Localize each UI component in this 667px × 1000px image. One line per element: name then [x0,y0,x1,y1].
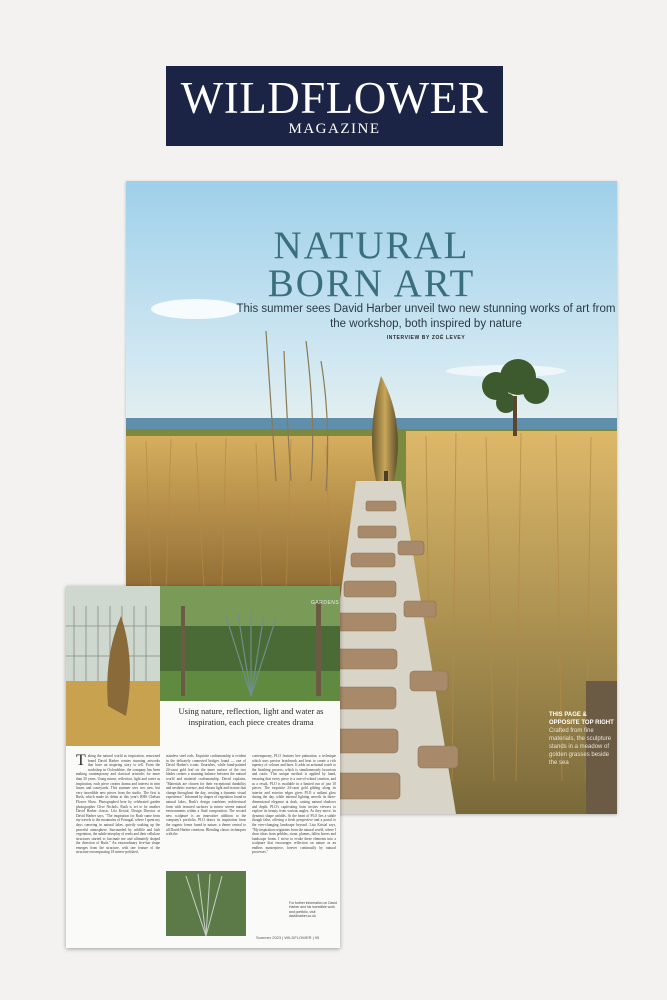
page-footer: Summer 2023 | WILDFLOWER | 95 [256,935,320,940]
further-info: For further information on David Harber and his incredible work and portfolio, visit davidharber.co.uk [289,901,337,918]
standfirst-text: This summer sees David Harber unveil two new stunning works of art from the workshop, both inspired by nature [236,303,616,330]
column-3-text: contemporary, PLO features bee patination, a technique which uses precise brushwork and heat to create a rich tapestry of colours and hues. It adds an artisanal touch to the finishing process, which is simultaneously luxurious and rustic. This unique method is applied by hand, ensuring that every piece is a one-of-a-kind creation, and as a result, PLO is available in a limited run of just 10 pieces. The exquisite 24-carat gold gilding along its interior and exterior edges gives PLO a radiant glow during the day, while internal lighting unveils its three-dimensional elegance at dusk, casting natural shadows and depth. PLO's captivating form invites viewers to explore its beauty from various angles. As they move, its dynamic shape unfolds. At the heart of PLO lies a subtle though false, offering a fresh perspective and a portal to the ever-changing landscape beyond. Lisa Kristal says, "My inspiration originates from the natural world, where I draw ideas from pebbles, stone, plumes, fallen leaves and landscape forms. I strive to evoke these elements into a sculpture that encourages reflection on nature as an endless masterpiece, forever continually by natural processes." [252,754,336,855]
pull-quote: Using nature, reflection, light and water as inspiration, each piece creates drama [178,706,324,727]
article-column-3 [252,754,336,896]
logo-title: WILDFLOWER [180,73,489,123]
section-kicker: GARDENS [311,600,340,606]
caption-body: Crafted from fine materials, the sculpture stands in a meadow of golden grasses beside the sea [549,728,612,766]
column-1-text: aking the natural world as inspiration, renowned brand David Harber creates stunning artworks that have an inspiring story to tell. From the workshop in Oxfordshire, the company has been making contemporary and classical artworks for more than 30 years. Using mirror, reflection, light and water as inspiration, each piece creates drama and interest in trim lawns and courtyards. This summer sees two new, but very incredible new pieces from the studio. The first is Rush, which made its debut at this year's RHS Chelsea Flower Show. Photographed here by celebrated garden photographer Clive Nichols, Rush is set to be another David Harber classic. Lila Kristal, Design Director at David Harber says, "The inspiration for Rush came from my travels to the mountains of Portugal, where I spent my days canoeing in natural lakes, quietly soaking up the peaceful atmosphere. Surrounded by wildlife and lush vegetation, the subtle interplay of reeds and their cellulose structures started to fascinate me and ultimately shaped the direction of Rush." An extraordinary five-bar shape emerges from the structure, with one feature of the structure encompassing 18 mirror-polished, [76,754,160,855]
column-2-text: stainless steel rods. Exquisite craftsmanship is evident in the delicately connected bridges found — one of David Harber's iconic flourishes, while hand-painted 24-carat gold leaf on the inner surface of the two blades creates a stunning balance between the natural world and material craftsmanship. David explains, "Materials are chosen for their exceptional durability and aesthetic essence, and vibrant light and texture that change throughout the day, creating a dynamic visual experience." Informed by shapes of vegetation found in natural lakes, Rush's design combines architectural form with textured surfaces to mirror serene natural environments within a fluid composition. The second new sculpture is an innovative addition to the company's portfolio. PLO draws its inspiration from the organic forms found in nature, a theme central to all David Harber creations. Blending classic techniques with the [166,754,246,837]
byline: INTERVIEW BY ZOË LEVEY [386,335,466,341]
inset-page [66,586,340,948]
article-column-2 [166,754,246,866]
magazine-logo [166,66,503,146]
drop-cap: T [76,754,86,769]
headline-line-2: BORN ART [267,262,476,305]
caption-title: THIS PAGE & OPPOSITE TOP RIGHT [549,712,614,726]
logo-subtitle: MAGAZINE [288,121,381,137]
article-column-1 [76,754,160,942]
headline-line-1: NATURAL [273,224,470,267]
photo-caption [549,711,617,767]
